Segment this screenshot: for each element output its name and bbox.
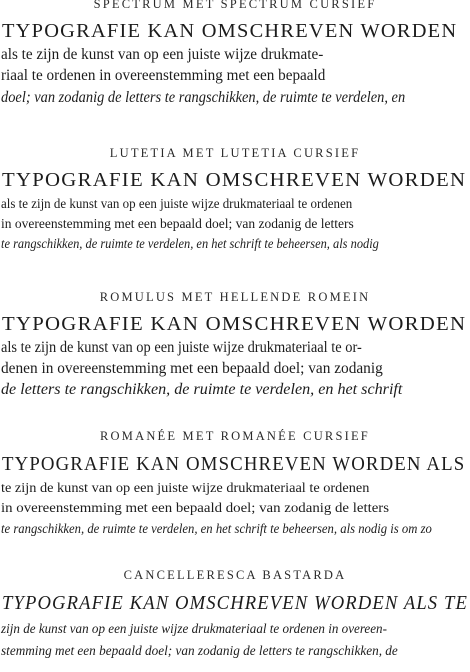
body-text: in overeenstemming met een bepaald doel; van zodanig de letters xyxy=(1,216,354,231)
body-line-1 xyxy=(0,621,399,637)
body-text: in overeenstemming met een bepaald doel; van zodanig de letters xyxy=(1,500,390,515)
caps-text: TYPOGRAFIE KAN OMSCHREVEN WORDEN xyxy=(2,313,467,335)
body-text: als te zijn de kunst van op een juiste wijze drukmateriaal te or- xyxy=(1,339,362,356)
italic-line xyxy=(0,89,436,107)
section-heading: SPECTRUM MET SPECTRUM CURSIEF xyxy=(93,0,377,11)
body-line-2 xyxy=(0,643,406,659)
body-line-1 xyxy=(0,46,330,64)
section-heading: ROMANÉE MET ROMANÉE CURSIEF xyxy=(100,429,370,443)
body-text: als te zijn de kunst van op een juiste wijze drukmate- xyxy=(1,46,324,63)
body-text: te zijn de kunst van op een juiste wijze drukmateriaal te ordenen xyxy=(1,480,370,495)
caps-text: TYPOGRAFIE KAN OMSCHREVEN WORDEN ALS xyxy=(2,453,466,475)
caps-line xyxy=(0,169,467,192)
body-line-2 xyxy=(0,360,387,378)
italic-line xyxy=(0,381,403,399)
caps-text: TYPOGRAFIE KAN OMSCHREVEN WORDEN xyxy=(2,169,467,191)
body-line-1 xyxy=(0,480,370,496)
caps-text: TYPOGRAFIE KAN OMSCHREVEN WORDEN ALS TE xyxy=(2,592,468,614)
italic-text: te rangschikken, de ruimte te verdelen, en het schrift te beheersen, als nodig xyxy=(1,236,379,251)
body-text: stemming met een bepaald doel; van zodanig de letters te rangschikken, de xyxy=(1,643,398,658)
caps-line xyxy=(0,313,467,336)
body-line-2 xyxy=(0,500,390,516)
section-heading: LUTETIA MET LUTETIA CURSIEF xyxy=(109,146,361,160)
body-line-1 xyxy=(0,196,367,212)
italic-text: doel; van zodanig de letters te rangschikken, de ruimte te verdelen, en xyxy=(1,89,406,106)
caps-line xyxy=(0,453,470,476)
body-text: zijn de kunst van op een juiste wijze drukmateriaal te ordenen in overeen- xyxy=(1,621,387,636)
italic-line xyxy=(0,521,459,537)
section-heading: CANCELLERESCA BASTARDA xyxy=(123,568,347,582)
body-line-2 xyxy=(0,216,354,232)
body-text: riaal te ordenen in overeenstemming met een bepaald xyxy=(1,67,326,84)
body-line-2 xyxy=(0,67,332,85)
caps-line xyxy=(0,20,458,43)
italic-text: te rangschikken, de ruimte te verdelen, en het schrift te beheersen, als nodig is om zo xyxy=(1,521,432,536)
caps-text: TYPOGRAFIE KAN OMSCHREVEN WORDEN xyxy=(2,20,458,42)
caps-line xyxy=(0,592,470,615)
body-line-1 xyxy=(0,339,389,357)
body-text: denen in overeenstemming met een bepaald doel; van zodanig xyxy=(1,360,383,377)
section-heading: ROMULUS MET HELLENDE ROMEIN xyxy=(99,290,371,304)
body-text: als te zijn de kunst van op een juiste wijze drukmateriaal te ordenen xyxy=(1,196,353,211)
italic-line xyxy=(0,236,412,252)
italic-text: de letters te rangschikken, de ruimte te verdelen, en het schrift xyxy=(1,381,403,398)
